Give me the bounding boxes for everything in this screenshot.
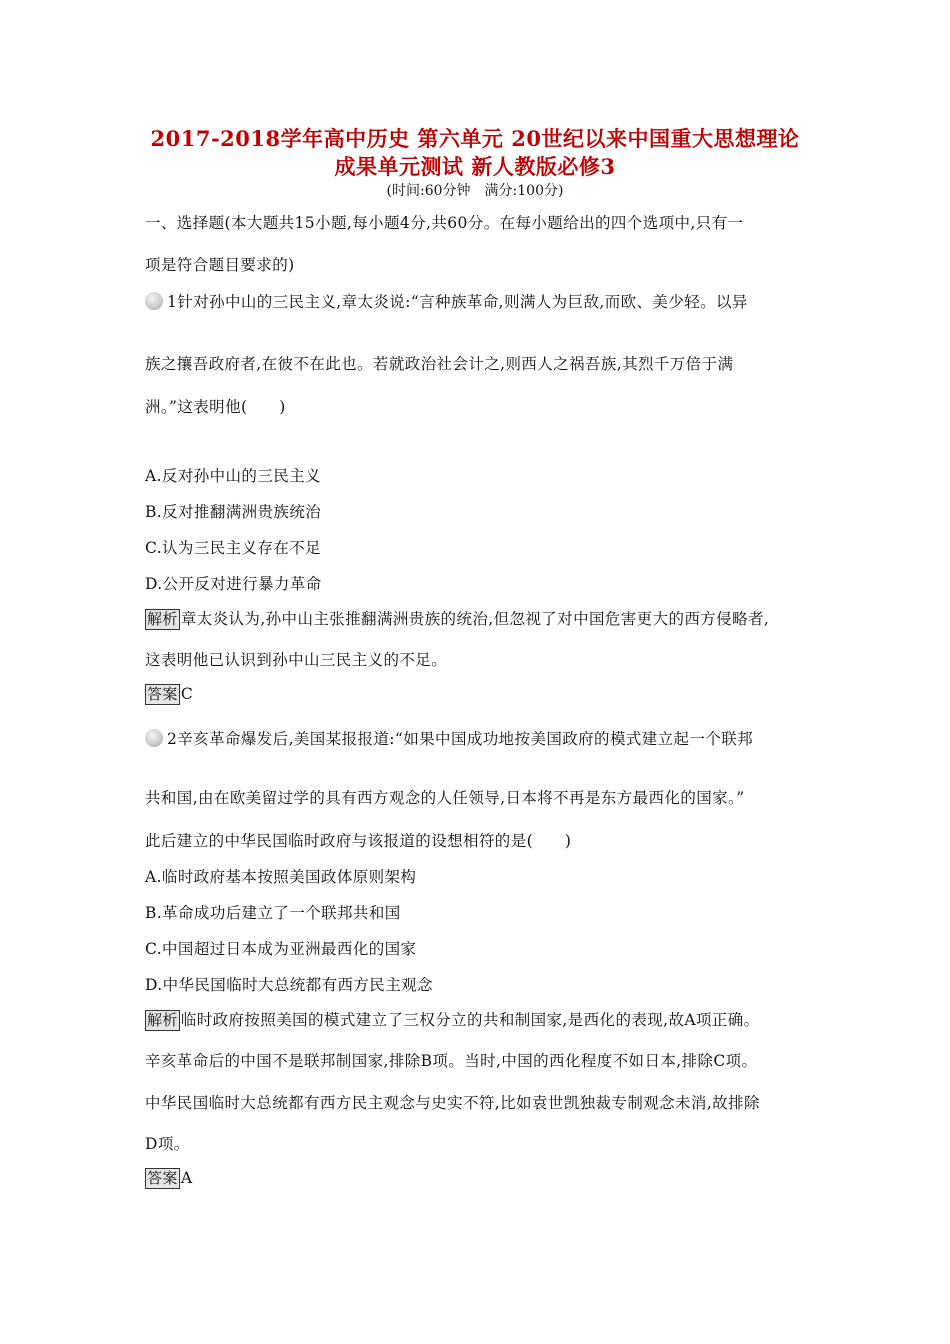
question-1-stem-line2: 族之攘吾政府者,在彼不在此也。若就政治社会计之,则西人之祸吾族,其烈千万倍于满: [145, 355, 734, 373]
section-heading-line1: 一、选择题(本大题共15小题,每小题4分,共60分。在每小题给出的四个选项中,只有一: [145, 214, 744, 232]
question-2-analysis-line2: 辛亥革命后的中国不是联邦制国家,排除B项。当时,中国的西化程度不如日本,排除C项。: [145, 1052, 758, 1070]
answer-label: 答案: [147, 1169, 178, 1187]
question-1-stem-line3: 洲。”这表明他( ): [145, 398, 286, 416]
question-1-analysis-line2: 这表明他已认识到孙中山三民主义的不足。: [145, 651, 448, 669]
question-2-answer: [145, 1168, 192, 1189]
answer-value: A: [180, 1169, 193, 1187]
question-stem-text: 辛亥革命爆发后,美国某报报道:“如果中国成功地按美国政府的模式建立起一个联邦: [177, 730, 754, 748]
analysis-label: 解析: [147, 1011, 178, 1029]
exam-meta: (时间:60分钟 满分:100分): [386, 183, 564, 199]
question-2-analysis-line1: [145, 1008, 760, 1031]
question-2-stem-line1: [145, 727, 753, 749]
section-heading-line2: 项是符合题目要求的): [145, 256, 295, 274]
question-2-analysis-line3: 中华民国临时大总统都有西方民主观念与史实不符,比如袁世凯独裁专制观念未消,故排除: [145, 1094, 760, 1112]
question-1-option-c: C.认为三民主义存在不足: [145, 539, 322, 557]
analysis-text: 临时政府按照美国的模式建立了三权分立的共和制国家,是西化的表现,故A项正确。: [180, 1011, 760, 1029]
question-1-analysis-line1: [145, 607, 769, 630]
question-bullet-icon: [145, 729, 163, 747]
analysis-label: 解析: [147, 610, 178, 628]
question-1-option-a: A.反对孙中山的三民主义: [145, 467, 321, 485]
question-2-option-a: A.临时政府基本按照美国政体原则架构: [145, 868, 417, 886]
question-2-stem-line2: 共和国,由在欧美留过学的具有西方观念的人任领导,日本将不再是东方最西化的国家。”: [145, 789, 745, 807]
question-1-answer: [145, 684, 193, 705]
answer-label: 答案: [147, 685, 178, 703]
question-bullet-icon: [145, 292, 163, 310]
question-stem-text: 针对孙中山的三民主义,章太炎说:“言种族革命,则满人为巨敌,而欧、美少轻。以异: [177, 293, 748, 311]
question-number: 1: [167, 293, 178, 311]
question-2-stem-line3: 此后建立的中华民国临时政府与该报道的设想相符的是( ): [145, 832, 572, 850]
question-2-option-d: D.中华民国临时大总统都有西方民主观念: [145, 976, 433, 994]
analysis-text: 章太炎认为,孙中山主张推翻满洲贵族的统治,但忽视了对中国危害更大的西方侵略者,: [180, 610, 770, 628]
doc-title-line2: 成果单元测试 新人教版必修3: [334, 154, 616, 179]
question-1-option-b: B.反对推翻满洲贵族统治: [145, 503, 322, 521]
question-2-option-c: C.中国超过日本成为亚洲最西化的国家: [145, 940, 417, 958]
doc-title-line1: 2017-2018学年高中历史 第六单元 20世纪以来中国重大思想理论: [150, 126, 800, 151]
question-2-analysis-line4: D项。: [145, 1135, 190, 1153]
answer-value: C: [180, 685, 194, 703]
question-2-option-b: B.革命成功后建立了一个联邦共和国: [145, 904, 401, 922]
question-number: 2: [167, 730, 178, 748]
question-1-stem-line1: [145, 290, 748, 312]
question-1-option-d: D.公开反对进行暴力革命: [145, 575, 322, 593]
